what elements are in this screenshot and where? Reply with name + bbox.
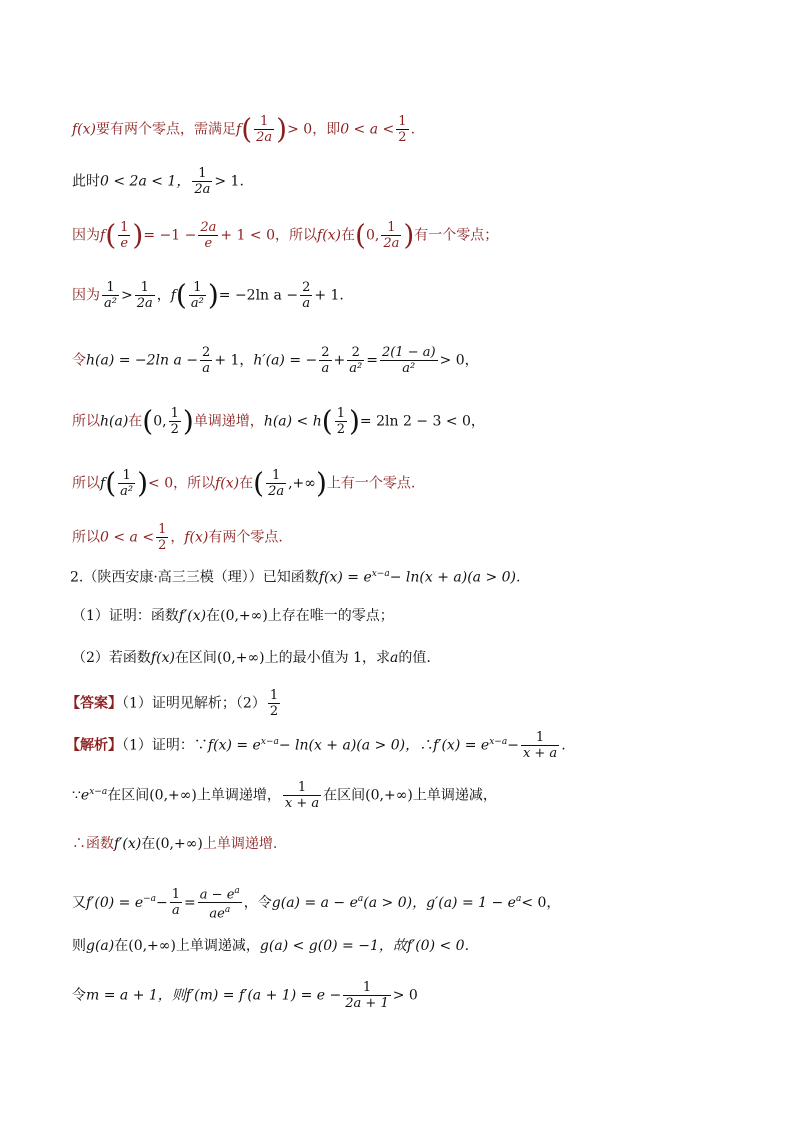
math-f: f [100, 475, 106, 492]
fraction [335, 406, 347, 437]
superscript: x−a [89, 786, 108, 797]
paren-left: ( [105, 466, 117, 500]
text: > 1. [214, 173, 244, 190]
fraction [381, 220, 401, 251]
text: < 0， [521, 894, 561, 911]
text: 上存在唯一的零点； [267, 608, 394, 624]
denominator-text: ae [209, 906, 225, 922]
numerator: 1 [269, 688, 279, 703]
text: 在 [141, 836, 156, 852]
numerator: 1 [297, 780, 307, 795]
math-interval: (0,+∞) [216, 650, 265, 666]
text: 上单调递增， [196, 787, 281, 804]
denominator: a² [349, 361, 363, 376]
paren-left: ( [241, 112, 253, 146]
fraction [254, 114, 274, 145]
fraction [169, 406, 181, 437]
fraction [156, 522, 168, 553]
paren-left: ( [321, 404, 333, 438]
paren-right: ) [137, 466, 149, 500]
line-5 [72, 345, 479, 376]
math-fx: f(x) [215, 475, 240, 492]
fraction [118, 468, 135, 499]
text: 上有一个零点. [326, 475, 416, 492]
denominator: 2 [170, 422, 179, 437]
denominator: 2a [136, 296, 153, 311]
text: 令 [72, 352, 86, 369]
fraction [198, 220, 218, 251]
text: 在 [128, 413, 143, 430]
text: + [333, 352, 346, 369]
line-8 [72, 522, 283, 553]
text: 在 [239, 475, 254, 492]
denominator [198, 902, 242, 921]
superscript: x−a [371, 569, 390, 579]
denominator: 2 [158, 538, 167, 553]
numerator: 2 [321, 345, 330, 360]
text: . [561, 737, 566, 754]
numerator: 1 [140, 280, 149, 295]
paren-right: ) [182, 404, 194, 438]
text: 令 [72, 987, 86, 1004]
numerator: 1 [398, 114, 407, 129]
math-fx: f(x) = e [318, 569, 372, 586]
paren-left: ( [355, 218, 366, 252]
text: 上单调递增. [202, 836, 278, 852]
text: = −2ln a − [218, 287, 299, 304]
fraction [266, 468, 286, 499]
math-inequality: 0 < 2a < 1， [100, 173, 191, 190]
denominator: a² [120, 484, 134, 499]
paren-right: ) [348, 404, 360, 438]
math-g: g(a) = a − e [271, 894, 358, 911]
text: （1）证明：∵ [122, 737, 208, 754]
math-h: h(a) < h [263, 413, 322, 430]
paren-right: ) [315, 466, 327, 500]
denominator: 2 [336, 422, 345, 437]
math-fx: f(x) [150, 650, 175, 666]
text: > 0 [392, 987, 418, 1004]
text: 则 [72, 938, 86, 954]
text: = 2ln 2 − 3 < 0， [359, 413, 485, 430]
denominator: a² [380, 360, 438, 376]
superscript: −a [143, 894, 157, 905]
text: 所以 [72, 413, 100, 430]
text: > [120, 287, 133, 304]
line-12-answer [66, 688, 282, 719]
line-2 [72, 166, 244, 197]
numerator: 1 [106, 280, 115, 295]
line-3 [72, 220, 498, 251]
math-inequality: 0 < a < [100, 529, 155, 546]
superscript: x−a [260, 736, 279, 747]
math-f: f [236, 121, 242, 138]
numerator: 1 [387, 220, 396, 235]
text: < 0，所以 [148, 475, 216, 492]
text: 0, [153, 413, 167, 430]
denominator: x + a [522, 746, 558, 761]
superscript: a [515, 894, 522, 905]
denominator: e [118, 235, 130, 251]
math-f-prime: f′(x) [178, 608, 207, 624]
math-h-prime: h′(a) = − [253, 352, 318, 369]
text: = [184, 894, 196, 911]
numerator: 1 [120, 220, 129, 235]
denominator: 2 [269, 704, 279, 719]
denominator: x + a [284, 796, 320, 811]
text: 因为 [72, 287, 100, 304]
text: 有一个零点； [414, 227, 499, 244]
numerator: 2 [302, 280, 311, 295]
math-interval: (0,+∞) [128, 938, 176, 954]
math-f-prime: f′(x) [114, 836, 142, 852]
fraction [319, 345, 331, 376]
text: 所以 [72, 475, 100, 492]
line-16 [72, 884, 560, 922]
paren-left: ( [105, 218, 117, 252]
fraction [198, 884, 242, 922]
text: = −1 − [143, 227, 197, 244]
line-9-question [70, 564, 520, 588]
superscript: a [357, 894, 364, 905]
text: （2）若函数 [72, 650, 151, 666]
line-10 [72, 606, 394, 626]
numerator: 1 [535, 730, 545, 745]
text: 上单调递减， [412, 787, 497, 804]
math-g-prime: g′(a) = 1 − e [426, 894, 516, 911]
denominator: a² [190, 296, 204, 311]
fraction [283, 780, 321, 811]
text: > 0， [439, 352, 479, 369]
denominator: 2a + 1 [345, 996, 389, 1011]
text: 要有两个零点，需满足 [96, 121, 237, 138]
text: 又 [72, 894, 86, 911]
math-h: h(a) = −2ln a − [86, 352, 199, 369]
line-17 [72, 936, 469, 956]
fraction [192, 166, 212, 197]
numerator: 1 [260, 114, 269, 129]
denominator: 2 [398, 130, 407, 145]
text: ∵ [72, 787, 81, 804]
fraction [170, 887, 182, 918]
fraction [135, 280, 155, 311]
math-fx: f(x) [317, 227, 342, 244]
line-18 [72, 980, 418, 1011]
numerator [198, 884, 242, 902]
line-14 [72, 780, 497, 811]
denominator: 2a [256, 130, 273, 145]
text: 在 [206, 608, 221, 624]
text: 单调递增， [193, 413, 264, 430]
denominator: a [170, 902, 182, 918]
math-a: a [389, 650, 399, 666]
text: 上单调递减， [175, 938, 260, 954]
fraction [268, 688, 280, 719]
text: （1）证明：函数 [72, 608, 179, 624]
text: 有两个零点. [208, 529, 283, 546]
text: ,+∞ [288, 475, 316, 492]
paren-left: ( [175, 278, 187, 312]
math-g: g(a) [86, 938, 115, 954]
denominator: 2a [194, 182, 211, 197]
text: ∴函数 [72, 836, 114, 852]
fraction [118, 220, 130, 251]
math-inequality: 0 < a < [340, 121, 395, 138]
fraction [343, 980, 390, 1011]
paren-right: ) [276, 112, 288, 146]
text: 在区间 [107, 787, 150, 804]
fraction [300, 280, 312, 311]
text: = [366, 352, 378, 369]
numerator: 1 [171, 887, 181, 903]
line-11 [72, 648, 431, 668]
line-6 [72, 406, 485, 437]
fraction [102, 280, 119, 311]
text: 在 [341, 227, 356, 244]
paren-left: ( [142, 404, 154, 438]
numerator: 1 [336, 406, 345, 421]
math-fx: f(x) [72, 121, 97, 138]
text: − [507, 737, 519, 754]
math-interval: (0,+∞) [220, 608, 268, 624]
numerator: 2 [202, 345, 211, 360]
paren-right: ) [207, 278, 219, 312]
fraction [200, 345, 212, 376]
line-1 [72, 114, 415, 145]
analysis-tag: 【解析】 [66, 737, 122, 754]
paren-right: ) [132, 218, 144, 252]
numerator: 1 [122, 468, 131, 483]
numerator: 1 [271, 468, 281, 483]
math-f-prime: f′(0) = e [86, 894, 144, 911]
text: > 0，即 [287, 121, 341, 138]
numerator: 2(1 − a) [381, 345, 436, 360]
numerator: 1 [158, 522, 167, 537]
text: 0, [365, 227, 380, 244]
denominator: a [300, 295, 312, 311]
text: 在 [114, 938, 129, 954]
line-15 [72, 834, 277, 854]
denominator: 2a [383, 236, 400, 251]
denominator: a² [104, 296, 117, 311]
line-4 [72, 280, 344, 311]
numerator: 2 [351, 345, 360, 360]
fraction [347, 345, 364, 376]
text: (a > 0)， [363, 894, 427, 911]
line-7 [72, 468, 415, 499]
math-m: m = a + 1，则 [86, 987, 186, 1004]
line-13-analysis [66, 730, 566, 761]
denominator: e [198, 235, 218, 251]
text: 上的最小值为 1，求 [264, 650, 390, 666]
text: 2.（陕西安康·高三三模（理））已知函数 [70, 569, 319, 586]
math-h: h(a) [100, 413, 129, 430]
numerator: 1 [362, 980, 372, 995]
math-interval: (0,+∞) [149, 787, 197, 804]
paren-left: ( [253, 466, 265, 500]
text: + 1. [314, 287, 344, 304]
text: + 1 < 0，所以 [220, 227, 318, 244]
math-fx: f(x) = e [207, 737, 261, 754]
text: 此时 [72, 173, 100, 190]
text: 因为 [72, 227, 100, 244]
math-interval: (0,+∞) [155, 836, 203, 852]
text: − [156, 894, 168, 911]
text: 在区间 [174, 650, 217, 666]
paren-right: ) [403, 218, 415, 252]
math-f-prime: f′(x) = e [433, 737, 490, 754]
text: ，令 [243, 894, 272, 911]
fraction [396, 114, 408, 145]
text: （1）证明见解析；（2） [122, 695, 266, 712]
fraction [380, 345, 438, 376]
denominator: a [200, 360, 212, 376]
text: 所以 [72, 529, 100, 546]
text: ， [156, 287, 171, 304]
text: − ln(x + a)(a > 0). [389, 569, 521, 586]
text: ， [170, 529, 185, 546]
numerator: 2a [200, 220, 217, 235]
numerator: 1 [170, 406, 179, 421]
fraction [521, 730, 559, 761]
math-interval: (0,+∞) [365, 787, 413, 804]
denominator: a [319, 360, 331, 376]
text: . [410, 121, 416, 138]
denominator: 2a [268, 484, 285, 499]
text: 在区间 [323, 787, 366, 804]
text: − ln(x + a)(a > 0)，∴ [278, 737, 434, 754]
math-e: e [80, 787, 90, 804]
numerator: 1 [193, 280, 202, 295]
superscript: a [224, 905, 231, 916]
superscript: x−a [489, 736, 508, 747]
math-f: f [170, 287, 176, 304]
superscript: a [234, 886, 240, 896]
text: + 1， [214, 352, 254, 369]
math-f-prime: f′(m) = f′(a + 1) = e − [185, 987, 342, 1004]
text: 的值. [398, 650, 431, 666]
math-g: g(a) < g(0) = −1，故 [259, 938, 407, 954]
math-f-prime: f′(0) < 0. [406, 938, 470, 954]
math-fx: f(x) [184, 529, 209, 546]
math-f: f [100, 227, 106, 244]
numerator: 1 [198, 166, 207, 181]
fraction [189, 280, 206, 311]
numerator-text: a − e [199, 887, 235, 903]
answer-tag: 【答案】 [66, 695, 122, 712]
